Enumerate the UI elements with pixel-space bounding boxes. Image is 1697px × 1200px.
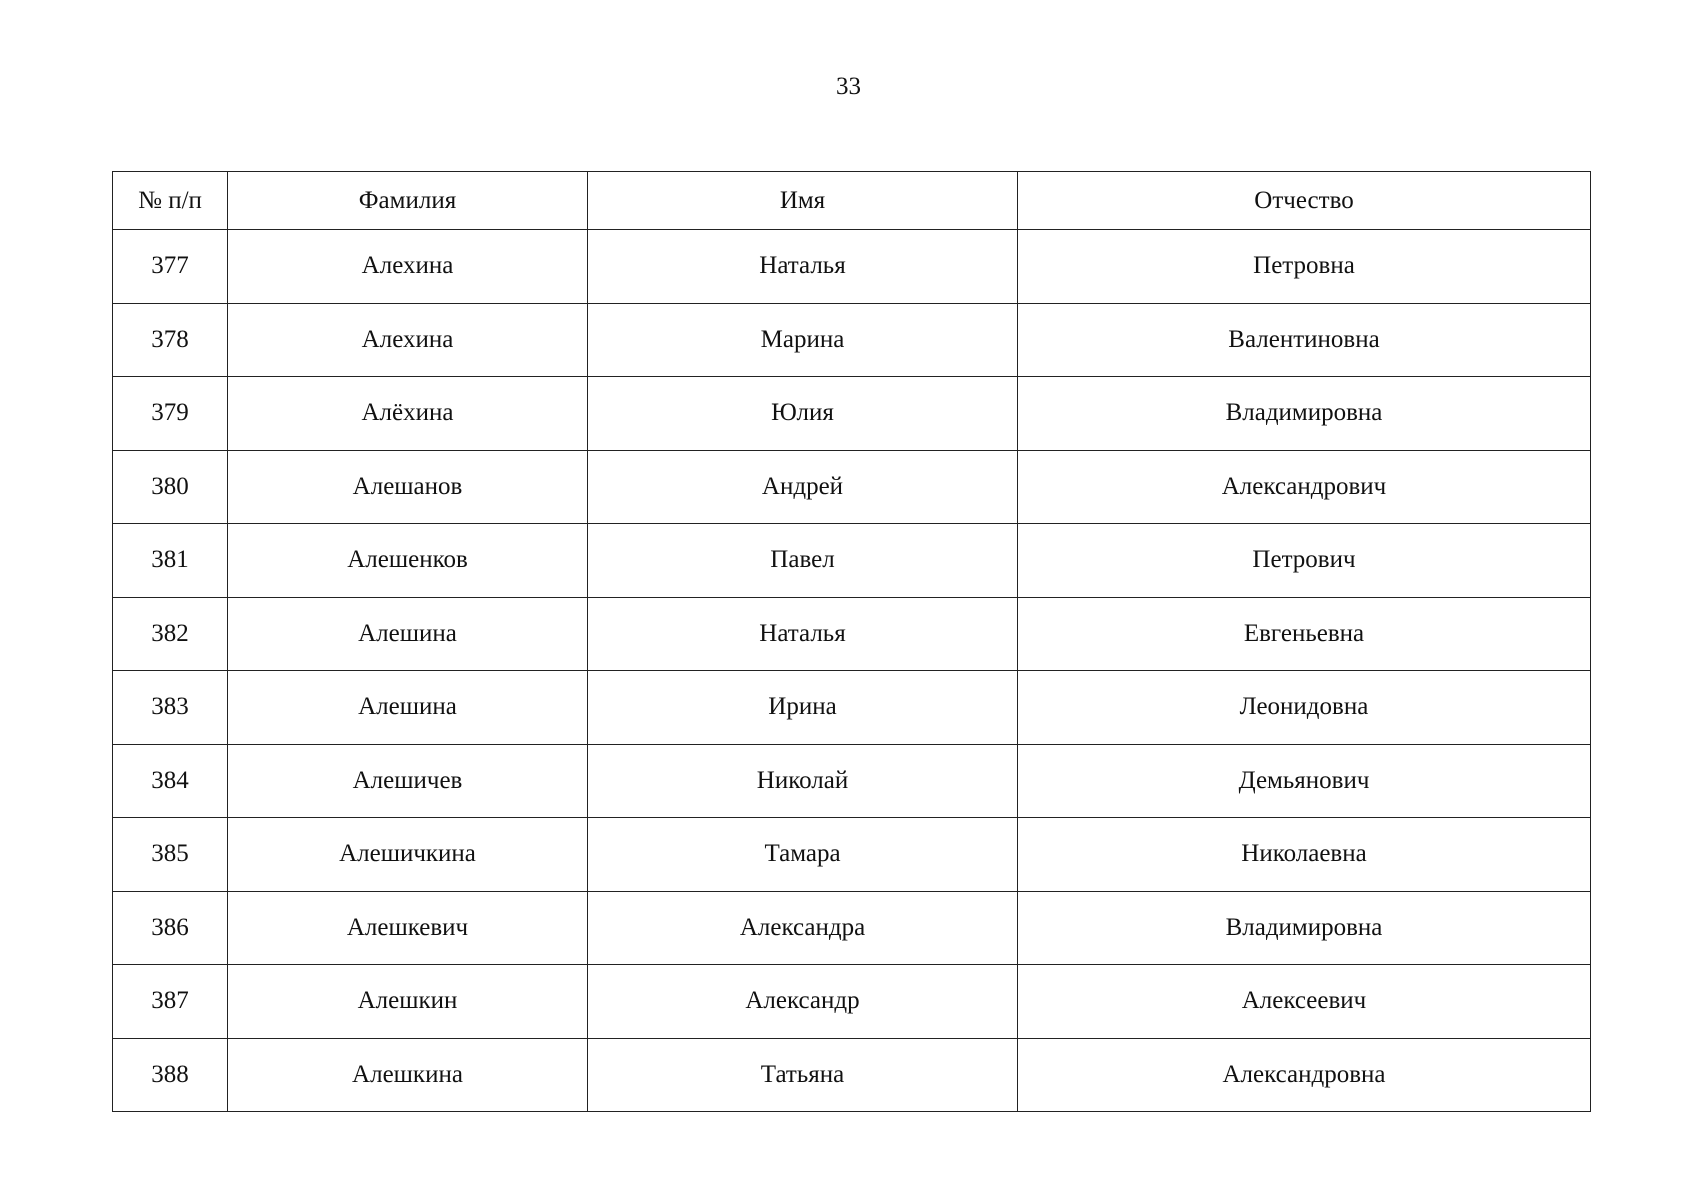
cell-num: 378 [113,303,228,377]
cell-num: 387 [113,965,228,1039]
cell-num: 383 [113,671,228,745]
header-num: № п/п [113,172,228,230]
cell-patronymic: Алексеевич [1018,965,1591,1039]
table-row [113,524,1591,598]
header-patronymic: Отчество [1018,172,1591,230]
cell-last-name: Алешкина [228,1038,588,1112]
roster-table [112,171,1591,1112]
cell-last-name: Алешкин [228,965,588,1039]
table-row [113,377,1591,451]
cell-last-name: Алёхина [228,377,588,451]
cell-last-name: Алешичкина [228,818,588,892]
cell-first-name: Марина [588,303,1018,377]
cell-last-name: Алешичев [228,744,588,818]
cell-first-name: Юлия [588,377,1018,451]
table-header-row [113,172,1591,230]
cell-first-name: Павел [588,524,1018,598]
cell-num: 381 [113,524,228,598]
header-last-name: Фамилия [228,172,588,230]
table-row [113,818,1591,892]
cell-patronymic: Евгеньевна [1018,597,1591,671]
cell-patronymic: Петровна [1018,230,1591,304]
cell-first-name: Николай [588,744,1018,818]
table-row [113,891,1591,965]
table-row [113,1038,1591,1112]
cell-first-name: Александр [588,965,1018,1039]
page-number: 33 [836,73,861,100]
cell-first-name: Ирина [588,671,1018,745]
cell-last-name: Алехина [228,303,588,377]
cell-last-name: Алешанов [228,450,588,524]
cell-first-name: Андрей [588,450,1018,524]
cell-last-name: Алешкевич [228,891,588,965]
cell-first-name: Александра [588,891,1018,965]
cell-first-name: Наталья [588,597,1018,671]
cell-last-name: Алешенков [228,524,588,598]
table-row [113,597,1591,671]
cell-patronymic: Александрович [1018,450,1591,524]
cell-patronymic: Владимировна [1018,891,1591,965]
cell-first-name: Тамара [588,818,1018,892]
cell-first-name: Наталья [588,230,1018,304]
table-row [113,450,1591,524]
cell-patronymic: Леонидовна [1018,671,1591,745]
cell-num: 384 [113,744,228,818]
cell-num: 385 [113,818,228,892]
cell-first-name: Татьяна [588,1038,1018,1112]
table-row [113,303,1591,377]
cell-num: 379 [113,377,228,451]
table-row [113,230,1591,304]
table-row [113,744,1591,818]
cell-last-name: Алехина [228,230,588,304]
cell-last-name: Алешина [228,597,588,671]
cell-patronymic: Николаевна [1018,818,1591,892]
table-row [113,965,1591,1039]
cell-num: 386 [113,891,228,965]
cell-patronymic: Александровна [1018,1038,1591,1112]
table-row [113,671,1591,745]
cell-num: 388 [113,1038,228,1112]
cell-patronymic: Валентиновна [1018,303,1591,377]
cell-patronymic: Владимировна [1018,377,1591,451]
cell-num: 377 [113,230,228,304]
cell-patronymic: Петрович [1018,524,1591,598]
cell-patronymic: Демьянович [1018,744,1591,818]
cell-num: 382 [113,597,228,671]
cell-num: 380 [113,450,228,524]
header-first-name: Имя [588,172,1018,230]
cell-last-name: Алешина [228,671,588,745]
